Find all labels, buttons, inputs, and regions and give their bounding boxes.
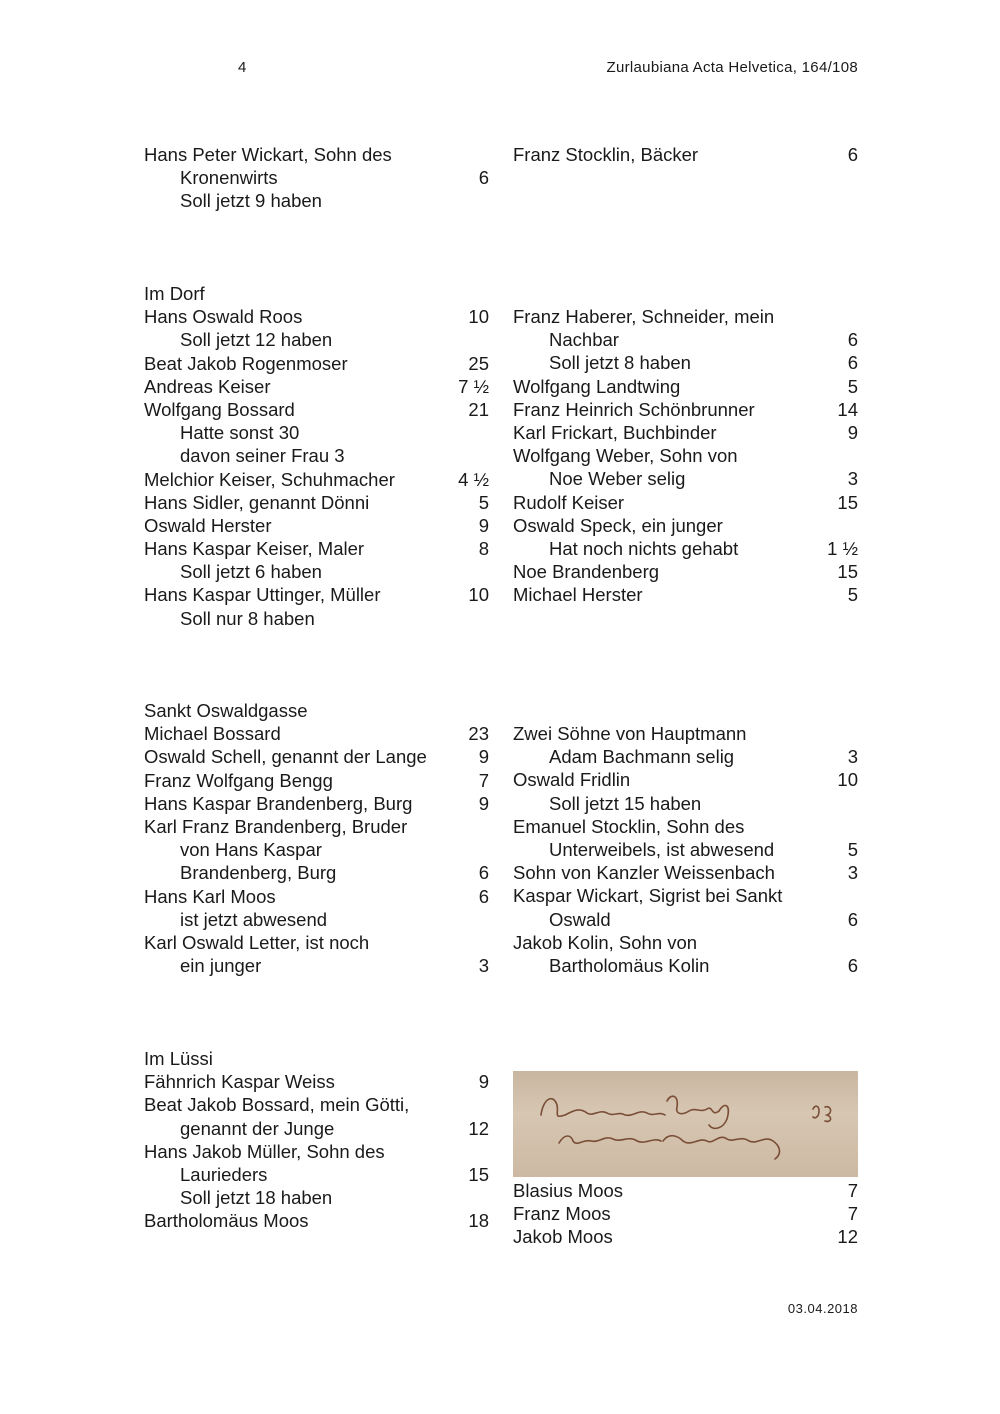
entry-text: Soll jetzt 12 haben (180, 329, 333, 351)
entry-text: Unterweibels, ist abwesend (549, 838, 775, 860)
entry-text: Soll jetzt 6 haben (180, 561, 322, 583)
entry-text: Oswald Herster (144, 514, 272, 536)
entry-text: Bartholomäus Kolin (549, 954, 710, 976)
entry-line (144, 931, 489, 954)
entry-text: von Hans Kaspar (180, 839, 322, 861)
entry-number: 4 ½ (458, 468, 489, 490)
entry-line (513, 792, 858, 815)
entry-text: Franz Wolfgang Bengg (144, 769, 333, 791)
entry-number: 6 (847, 144, 858, 165)
entry-number: 10 (468, 584, 489, 606)
section-title-im-dorf: Im Dorf (144, 283, 205, 304)
entry-number: 7 (478, 769, 489, 791)
entry-text: ist jetzt abwesend (180, 908, 328, 930)
entry-number: 1 ½ (827, 537, 858, 559)
entry-line (513, 491, 858, 514)
entry-text: Hans Oswald Roos (144, 306, 303, 328)
entry-text: Brandenberg, Burg (180, 862, 337, 884)
entry-line (513, 375, 858, 398)
entry-number: 9 (478, 792, 489, 814)
entry-number: 3 (847, 746, 858, 768)
entry-line (144, 421, 489, 444)
entry-number: 8 (478, 538, 489, 560)
entry-line (513, 1179, 858, 1202)
entry-text: Karl Franz Brandenberg, Bruder (144, 815, 408, 837)
entry-line (144, 375, 489, 398)
entry-line (513, 815, 858, 838)
entry-line (144, 305, 489, 328)
entry-line (513, 351, 858, 374)
entry-text: Franz Haberer, Schneider, mein (513, 306, 775, 327)
entry-text: Hans Peter Wickart, Sohn des (144, 144, 392, 165)
entry-line (144, 166, 489, 189)
entry-number: 12 (837, 1226, 858, 1248)
block2-left (144, 282, 489, 630)
entry-line (513, 467, 858, 490)
entry-text: Franz Moos (513, 1203, 611, 1225)
entry-text: genannt der Junge (180, 1117, 335, 1139)
entry-line (513, 421, 858, 444)
entry-line (513, 1225, 858, 1248)
entry-line (144, 560, 489, 583)
entry-text: Fähnrich Kaspar Weiss (144, 1071, 335, 1093)
entry-line (513, 444, 858, 467)
entry-line (144, 1070, 489, 1093)
entry-text: Zwei Söhne von Hauptmann (513, 723, 747, 744)
entry-number: 3 (847, 862, 858, 884)
entry-line (513, 768, 858, 791)
block4-right (513, 1071, 858, 1249)
entry-text: Beat Jakob Rogenmoser (144, 352, 348, 374)
entry-line (144, 861, 489, 884)
entry-line (144, 1140, 489, 1163)
footer-date: 03.04.2018 (787, 1301, 858, 1316)
entry-number: 7 (847, 1180, 858, 1201)
entry-number: 10 (468, 306, 489, 328)
entry-line (144, 1163, 489, 1186)
entry-text: ein junger (180, 955, 262, 977)
entry-text: Hans Kaspar Uttinger, Müller (144, 584, 381, 606)
entry-line (513, 583, 858, 606)
entry-text: Hatte sonst 30 (180, 422, 300, 444)
entry-text: Hans Kaspar Keiser, Maler (144, 538, 365, 560)
entry-text: Hans Jakob Müller, Sohn des (144, 1140, 385, 1162)
manuscript-excerpt-image (513, 1071, 858, 1177)
entry-line (144, 514, 489, 537)
entry-number: 25 (468, 352, 489, 374)
page-number: 4 (238, 59, 247, 76)
entry-text: Wolfgang Bossard (144, 398, 295, 420)
entry-text: Hans Sidler, genannt Dönni (144, 491, 370, 513)
entry-text: Noe Brandenberg (513, 561, 660, 583)
entry-text: Adam Bachmann selig (549, 746, 735, 768)
block1-right (513, 143, 858, 166)
entry-line (513, 1202, 858, 1225)
entry-line (513, 560, 858, 583)
entry-number: 10 (837, 769, 858, 791)
entry-text: Beat Jakob Bossard, mein Götti, (144, 1094, 410, 1116)
entry-line (144, 1117, 489, 1140)
entry-number: 6 (847, 329, 858, 351)
entry-line (144, 398, 489, 421)
entry-number: 9 (478, 1071, 489, 1093)
entry-line (513, 884, 858, 907)
entry-number: 5 (847, 838, 858, 860)
entry-line (513, 305, 858, 328)
entry-line (144, 328, 489, 351)
entry-line (513, 908, 858, 931)
entry-number: 9 (478, 746, 489, 768)
entry-line (144, 908, 489, 931)
entry-text: Karl Frickart, Buchbinder (513, 421, 717, 443)
entry-text: Kaspar Wickart, Sigrist bei Sankt (513, 885, 783, 907)
entry-line (144, 189, 489, 212)
entry-line (144, 1186, 489, 1209)
entry-line (513, 745, 858, 768)
entry-number: 15 (837, 491, 858, 513)
entry-line (144, 607, 489, 630)
entry-text: Andreas Keiser (144, 375, 271, 397)
entry-line (513, 931, 858, 954)
entry-number: 3 (478, 955, 489, 977)
entry-text: Wolfgang Landtwing (513, 375, 681, 397)
entry-text: Wolfgang Weber, Sohn von (513, 445, 738, 467)
block2-right (513, 305, 858, 606)
entry-text: Noe Weber selig (549, 468, 686, 490)
entry-text: Soll jetzt 8 haben (549, 352, 691, 374)
entry-line (144, 444, 489, 467)
entry-number: 15 (837, 561, 858, 583)
entry-text: davon seiner Frau 3 (180, 445, 345, 467)
entry-text: Oswald Schell, genannt der Lange (144, 746, 427, 768)
entry-line (144, 954, 489, 977)
entry-text: Oswald Fridlin (513, 769, 631, 791)
entry-number: 9 (847, 421, 858, 443)
entry-number: 3 (847, 468, 858, 490)
entry-text: Soll jetzt 15 haben (549, 792, 702, 814)
entry-text: Hans Kaspar Brandenberg, Burg (144, 792, 413, 814)
entry-text: Franz Stocklin, Bäcker (513, 144, 699, 165)
entry-number: 6 (478, 167, 489, 189)
entry-text: Jakob Kolin, Sohn von (513, 931, 698, 953)
entry-line (144, 468, 489, 491)
entry-text: Franz Heinrich Schönbrunner (513, 398, 755, 420)
entry-line (144, 537, 489, 560)
entry-line (513, 143, 858, 166)
entry-text: Hans Karl Moos (144, 885, 276, 907)
entry-text: Melchior Keiser, Schuhmacher (144, 468, 395, 490)
entry-text: Emanuel Stocklin, Sohn des (513, 815, 745, 837)
entry-line (513, 861, 858, 884)
entry-number: 9 (478, 514, 489, 536)
entry-line (513, 514, 858, 537)
entry-number: 23 (468, 723, 489, 745)
entry-line (144, 745, 489, 768)
entry-text: Blasius Moos (513, 1180, 624, 1201)
entry-text: Soll nur 8 haben (180, 607, 315, 629)
block3-left (144, 699, 489, 977)
entry-line (144, 815, 489, 838)
entry-text: Oswald (549, 908, 611, 930)
entry-line (144, 352, 489, 375)
entry-text: Oswald Speck, ein junger (513, 514, 723, 536)
entry-text: Michael Bossard (144, 723, 281, 745)
entry-line (144, 491, 489, 514)
entry-number: 6 (847, 954, 858, 976)
entry-text: Soll jetzt 18 haben (180, 1187, 333, 1209)
entry-text: Laurieders (180, 1163, 268, 1185)
entry-text: Rudolf Keiser (513, 491, 625, 513)
block1-left (144, 143, 489, 213)
entry-text: Kronenwirts (180, 167, 278, 189)
entry-line (144, 143, 489, 166)
entry-line (513, 328, 858, 351)
entry-line (513, 398, 858, 421)
entry-number: 6 (478, 885, 489, 907)
entry-text: Michael Herster (513, 584, 643, 606)
entry-text: Bartholomäus Moos (144, 1210, 309, 1232)
entry-line (513, 537, 858, 560)
entry-text: Nachbar (549, 329, 619, 351)
entry-line (144, 769, 489, 792)
block4-left (144, 1047, 489, 1233)
entry-line (513, 838, 858, 861)
section-title-im-luessi: Im Lüssi (144, 1048, 213, 1069)
entry-text: Karl Oswald Letter, ist noch (144, 931, 370, 953)
entry-number: 7 (847, 1203, 858, 1225)
entry-line (513, 722, 858, 745)
entry-text: Soll jetzt 9 haben (180, 190, 322, 212)
entry-number: 6 (847, 352, 858, 374)
entry-number: 5 (478, 491, 489, 513)
entry-number: 5 (847, 375, 858, 397)
block3-right (513, 722, 858, 977)
entry-number: 18 (468, 1210, 489, 1232)
entry-number: 7 ½ (458, 375, 489, 397)
entry-number: 21 (468, 398, 489, 420)
entry-line (513, 954, 858, 977)
entry-number: 14 (837, 398, 858, 420)
section-title-sankt-oswaldgasse: Sankt Oswaldgasse (144, 700, 308, 721)
entry-line (144, 1209, 489, 1232)
archive-title: Zurlaubiana Acta Helvetica, 164/108 (606, 59, 858, 76)
entry-line (144, 1093, 489, 1116)
entry-text: Jakob Moos (513, 1226, 613, 1248)
entry-line (144, 885, 489, 908)
handwriting-scribble-icon (513, 1071, 858, 1177)
entry-number: 5 (847, 584, 858, 606)
entry-number: 6 (478, 862, 489, 884)
entry-line (144, 722, 489, 745)
entry-line (144, 792, 489, 815)
entry-text: Sohn von Kanzler Weissenbach (513, 862, 775, 884)
entry-number: 12 (468, 1117, 489, 1139)
entry-text: Hat noch nichts gehabt (549, 537, 739, 559)
entry-number: 6 (847, 908, 858, 930)
entry-number: 15 (468, 1163, 489, 1185)
entry-line (144, 583, 489, 606)
entry-line (144, 838, 489, 861)
